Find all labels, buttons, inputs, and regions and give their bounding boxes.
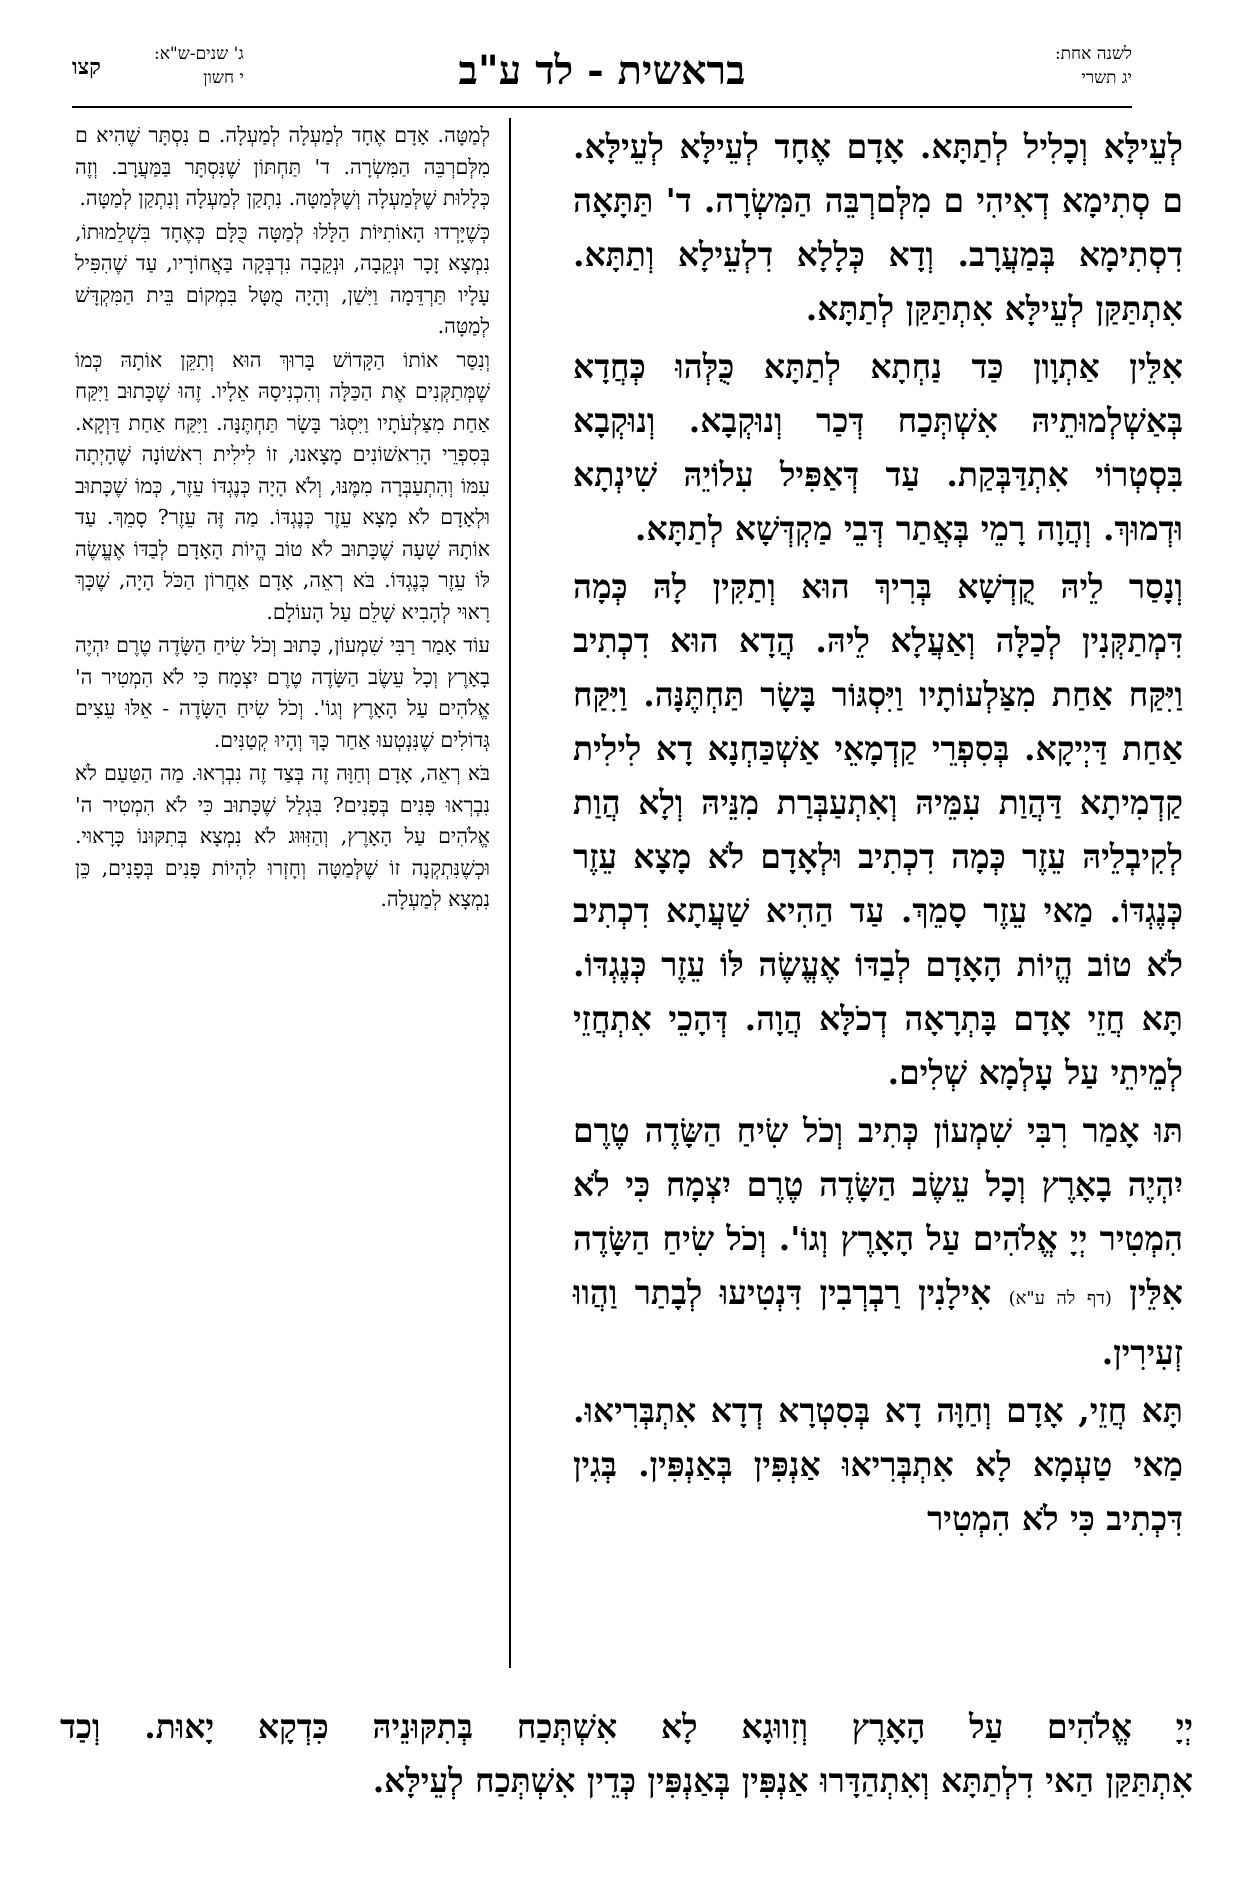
zohar-bottom-line: יְיָ אֱלֹהִים עַל הָאָרֶץ וְזִווּגָא לָא אִשְׁתְּכַח בְּתִקּוּנֵיהּ כִּדְקָא יָאוּת. וְכַד — [60, 1707, 1193, 1746]
translation-paragraph: כְּשֶׁיָּרְדוּ הָאוֹתִיּוֹת הַלָּלוּ לְמַטָּה כֻּלָּם כְּאֶחָד בִּשְׁלֵמוּתוֹ, נִמְצָא זָכָר וּנְקֵבָה, וּנְקֵבָה נִדְבְּקָה בַּאֲחוֹרָיו, עַד שֶׁהִפִּיל עָלָיו תַּרְדֵּמָה וַיִּשַׁן, וְהָיָה מֻטָּל בִּמְקוֹם בֵּית הַמִּקְדָּשׁ לְמַטָּה. — [75, 219, 490, 338]
translation-paragraph: לְמַטָּה. אָדָם אֶחָד לְמַעְלָה לְמַעְלָה. ם נִסְתָּר שֶׁהִיא ם מִלְּםרְבֵּה הַמִּשְׂרָה. ד' תַּחְתּוֹן שֶׁנִּסְתָּר בַּמַּעֲרָב. וְזֶה כְּלָלוּת שֶׁלְּמַעְלָה וְשֶׁלְּמַטָּה. נִתְקַן לְמַעְלָה וְנִתְקַן לְמַטָּה. — [75, 123, 490, 210]
zohar-paragraph — [573, 1104, 1183, 1380]
translation-paragraph: בֹּא רְאֵה, אָדָם וְחַוָּה זֶה בְּצַד זֶה נִבְרְאוּ. מַה הַטַּעַם לֹא נִבְרְאוּ פָּנִים בְּפָנִים? בִּגְלַל שֶׁכָּתוּב כִּי לֹא הִמְטִיר ה' אֱלֹהִים עַל הָאָרֶץ, וְהַזִּוּוּג לֹא נִמְצָא בְּתִקּוּנוֹ כָּרָאוּי. וּכְשֶׁנִּתְקְנָה זוֹ שֶׁלְּמַטָּה וְחָזְרוּ לִהְיוֹת פָּנִים בְּפָנִים, כֵּן נִמְצָא לְמַעְלָה. — [75, 761, 490, 911]
schedule-three-years-label: ג' שנים-ש"א: — [154, 44, 244, 64]
zohar-paragraph: וְנָסַר לֵיהּ קֻדְשָׁא בְּרִיךְ הוּא וְתַקִּין לָהּ כְּמָה דִּמְתַקְּנִין לְכַלָּה וְאַעֲלָא לֵיהּ. הֲדָא הוּא דִכְתִיב וַיִּקַּח אַחַת מִצַּלְעוֹתָיו וַיִּסְגּוֹר בָּשָׂר תַּחְתֶּנָּה. וַיִּקַּח אַחַת דַּיְיקָא. בְּסִפְרֵי קַדְמָאֵי אַשְׁכַּחְנָא דָא לִילִית קַדְמִיתָא דַּהֲוַת עִמֵּיהּ וְאִתְעַבְּרַת מִנֵּיהּ וְלָא הֲוַת לְקִיבְלֵיהּ עֵזֶר כְּמָה דִכְתִיב וּלְאָדָם לֹא מָצָא עֵזֶר כְּנֶגְדּוֹ. מַאי עֵזֶר סָמֵךְ. עַד הַהִיא שַׁעֲתָא דִכְתִיב לֹא טוֹב הֱיוֹת הָאָדָם לְבַדּוֹ אֶעֱשֶׂה לּוֹ עֵזֶר כְּנֶגְדּוֹ. תָּא חֲזֵי אָדָם בָּתְרָאָה דְכֹלָּא הֲוָה. דְּהָכֵי אִתְחֲזֵי לְמֵיתֵי עַל עָלְמָא שְׁלִים. — [573, 567, 1183, 1092]
page-header — [72, 42, 1132, 104]
page-number: קצו — [72, 54, 101, 80]
daf-reference: (דף לה ע"א) — [1008, 1288, 1112, 1309]
column-divider — [509, 118, 511, 1668]
page-title: בראשית - לד ע"ב — [458, 47, 746, 94]
schedule-one-year-date: יג תשרי — [1081, 68, 1132, 88]
zohar-paragraph-text: תּוּ אָמַר רִבִּי שִׁמְעוֹן כְּתִיב וְכֹל שִׂיחַ הַשָּׂדֶה טֶרֶם יִהְיֶה בָאָרֶץ וְכָל עֵשֶׂב הַשָּׂדֶה טֶרֶם יִצְמָח כִּי לֹא הִמְטִיר יְיָ אֱלֹהִים עַל הָאָרֶץ וְגוֹ'. וְכֹל שִׂיחַ הַשָּׂדֶה אִלֵּין — [573, 1111, 1183, 1312]
zohar-bottom-line: אִתְתַּקַּן הַאי דִלְתַתָּא וְאִתְהַדָּרוּ אַנְפִּין בְּאַנְפִּין כְּדֵין אִשְׁתְּכַח לְעֵילָּא. — [372, 1761, 1193, 1800]
schedule-three-years-date: י חשון — [203, 68, 244, 88]
zohar-text-column — [573, 120, 1183, 1690]
zohar-paragraph-text: אִילָנִין רַבְרְבִין דִּנְטִיעוּ לְבָתַר וַהֲווּ זְעִירִין. — [573, 1273, 1183, 1372]
translation-paragraph: עוֹד אָמַר רַבִּי שִׁמְעוֹן, כָּתוּב וְכֹל שִׂיחַ הַשָּׂדֶה טֶרֶם יִהְיֶה בָאָרֶץ וְכָל עֵשֶׂב הַשָּׂדֶה טֶרֶם יִצְמָח כִּי לֹא הִמְטִיר ה' אֱלֹהִים עַל הָאָרֶץ וְגוֹ'. וְכֹל שִׂיחַ הַשָּׂדֶה - אֵלּוּ עֵצִים גְּדוֹלִים שֶׁנִּנְטְעוּ אַחַר כָּךְ וְהָיוּ קְטַנִּים. — [75, 633, 490, 752]
zohar-paragraph: אִלֵּין אַתְוָון כַּד נַחְתָא לְתַתָּא כֻּלְּהוּ כְּחֲדָא בְּאַשְׁלְמוּתֵיהּ אִשְׁתְּכַח דְּכַר וְנוּקְבָא. וְנוּקְבָא בִּסְטְרוֹי אִתְדַּבְּקַת. עַד דְּאַפִּיל עִלוֹיֵהּ שִׁינְתָא וּדְמוּךְ. וְהֲוָה רָמֵי בְּאֲתַר דְּבֵי מַקְדְּשָׁא לְתַתָּא. — [573, 347, 1183, 548]
zohar-paragraph: תָּא חֲזֵי, אָדָם וְחַוָּה דָא בְּסִטְרָא דְדָא אִתְבְּרִיאוּ. מַאי טַעְמָא לָא אִתְבְּרִיאוּ אַנְפִּין בְּאַנְפִּין. בְּגִין דִּכְתִיב כִּי לֹא הִמְטִיר — [573, 1391, 1183, 1538]
zohar-text-bottom — [60, 1700, 1193, 1808]
zohar-paragraph: לְעֵילָּא וְכָלִיל לְתַתָּא. אָדָם אֶחָד לְעֵילָּא לְעֵילָּא. ם סְתִימָא דְאִיהִי ם מִלְּםרְבֵּה הַמִּשְׂרָה. ד' תַּתָּאָה דִסְתִימָא בְּמַעֲרָב. וְדָא כְּלָלָא דִלְעֵילָא וְתַתָּא. אִתְתַּקַּן לְעֵילָּא אִתְתַּקַּן לְתַתָּא. — [573, 127, 1183, 328]
schedule-three-years — [154, 42, 244, 90]
schedule-one-year-label: לשנה אחת: — [1054, 44, 1132, 64]
translation-column — [75, 120, 490, 1660]
header-divider — [72, 106, 1132, 108]
translation-paragraph: וְנִסַּר אוֹתוֹ הַקָּדוֹשׁ בָּרוּךְ הוּא וְתִקֵּן אוֹתָהּ כְּמוֹ שֶׁמְּתַקְּנִים אֶת הַכַּלָּה וְהִכְנִיסָהּ אֵלָיו. זֶהוּ שֶׁכָּתוּב וַיִּקַּח אַחַת מִצַּלְעֹתָיו וַיִּסְגֹּר בָּשָׂר תַּחְתֶּנָּה. וַיִּקַּח אַחַת דַּוְקָא. בְּסִפְרֵי הָרִאשׁוֹנִים מָצָאנוּ, זוֹ לִילִית רִאשׁוֹנָה שֶׁהָיְתָה עִמּוֹ וְהִתְעַבְּרָה מִמֶּנּוּ, וְלֹא הָיָה כְּנֶגְדּוֹ עֵזֶר, כְּמוֹ שֶׁכָּתוּב וּלְאָדָם לֹא מָצָא עֵזֶר כְּנֶגְדּוֹ. מַה זֶּה עֵזֶר? סָמֵךְ. עַד אוֹתָהּ שָׁעָה שֶׁכָּתוּב לֹא טוֹב הֱיוֹת הָאָדָם לְבַדּוֹ אֶעֱשֶׂה לּוֹ עֵזֶר כְּנֶגְדּוֹ. בֹּא רְאֵה, אָדָם אַחֲרוֹן הַכֹּל הָיָה, שֶׁכָּךְ רָאוּי לְהָבִיא שָׁלֵם עַל הָעוֹלָם. — [75, 347, 490, 624]
